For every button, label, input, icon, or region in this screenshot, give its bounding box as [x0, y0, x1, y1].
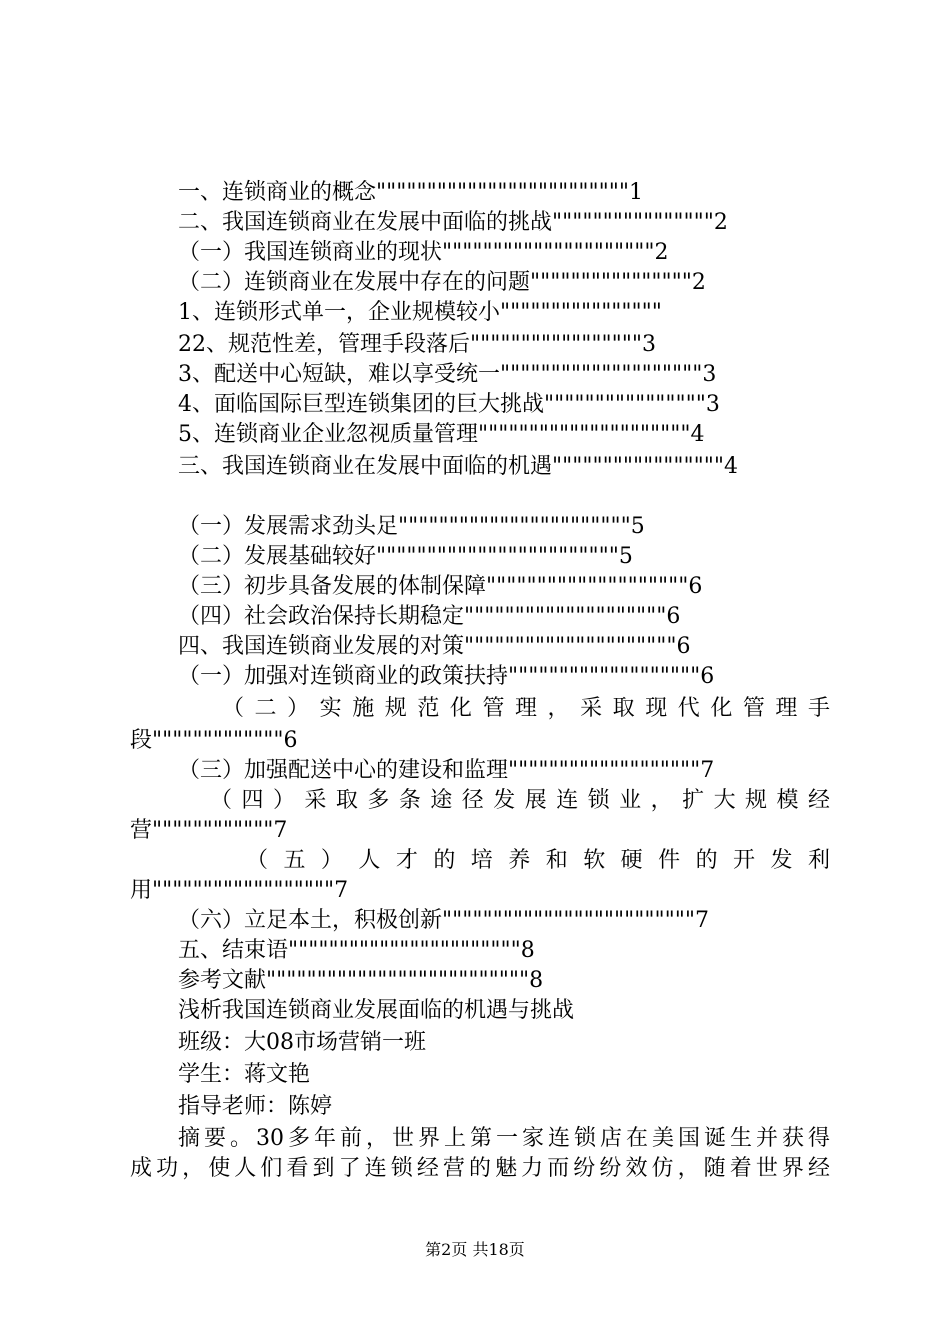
toc-entry-continuation: 用""""""""""""""""""7 [130, 878, 349, 903]
toc-entry: （三）加强配送中心的建设和监理"""""""""""""""""""7 [178, 758, 715, 783]
toc-entry-continuation: 段"""""""""""""6 [130, 728, 298, 753]
toc-entry: （三）初步具备发展的体制保障""""""""""""""""""""6 [178, 574, 703, 599]
toc-entry: （二）实施规范化管理，采取现代化管理手 [222, 696, 830, 721]
toc-entry: 一、连锁商业的概念"""""""""""""""""""""""""1 [178, 180, 643, 205]
toc-entry: 1、连锁形式单一，企业规模较小"""""""""""""""" [178, 300, 662, 325]
toc-entry: 三、我国连锁商业在发展中面临的机遇"""""""""""""""""4 [178, 454, 739, 479]
toc-entry: （一）发展需求劲头足"""""""""""""""""""""""5 [178, 514, 645, 539]
page-footer: 第2页 共18页 [425, 1240, 525, 1259]
toc-entry: 22、规范性差，管理手段落后"""""""""""""""""3 [178, 332, 657, 357]
advisor-name: 指导老师：陈婷 [178, 1094, 333, 1119]
toc-entry: （四）采取多条途径发展连锁业，扩大规模经 [210, 788, 830, 813]
toc-entry: （二）发展基础较好""""""""""""""""""""""""5 [178, 544, 633, 569]
toc-entry: （五）人才的培养和软硬件的开发利 [246, 848, 830, 873]
toc-entry: （六）立足本土，积极创新"""""""""""""""""""""""""7 [178, 908, 709, 933]
toc-entry: 五、结束语"""""""""""""""""""""""8 [178, 938, 535, 963]
toc-entry: （一）加强对连锁商业的政策扶持"""""""""""""""""""6 [178, 664, 715, 689]
toc-entry: 5、连锁商业企业忽视质量管理"""""""""""""""""""""4 [178, 422, 705, 447]
toc-entry: 四、我国连锁商业发展的对策"""""""""""""""""""""6 [178, 634, 691, 659]
toc-entry: 4、面临国际巨型连锁集团的巨大挑战""""""""""""""""3 [178, 392, 720, 417]
student-name: 学生：蒋文艳 [178, 1062, 311, 1087]
toc-entry: 3、配送中心短缺，难以享受统一""""""""""""""""""""3 [178, 362, 717, 387]
article-title: 浅析我国连锁商业发展面临的机遇与挑战 [178, 998, 575, 1023]
abstract-line: 摘要。30多年前，世界上第一家连锁店在美国诞生并获得 [178, 1126, 830, 1151]
toc-entry: （二）连锁商业在发展中存在的问题""""""""""""""""2 [178, 270, 706, 295]
toc-entry: （四）社会政治保持长期稳定""""""""""""""""""""6 [178, 604, 681, 629]
toc-entry: （一）我国连锁商业的现状"""""""""""""""""""""2 [178, 240, 669, 265]
toc-entry-continuation: 营""""""""""""7 [130, 818, 288, 843]
toc-entry: 参考文献""""""""""""""""""""""""""8 [178, 968, 544, 993]
abstract-line: 成功，使人们看到了连锁经营的魅力而纷纷效仿，随着世界经 [130, 1156, 830, 1181]
class-info: 班级：大08市场营销一班 [178, 1030, 426, 1055]
toc-entry: 二、我国连锁商业在发展中面临的挑战""""""""""""""""2 [178, 210, 728, 235]
